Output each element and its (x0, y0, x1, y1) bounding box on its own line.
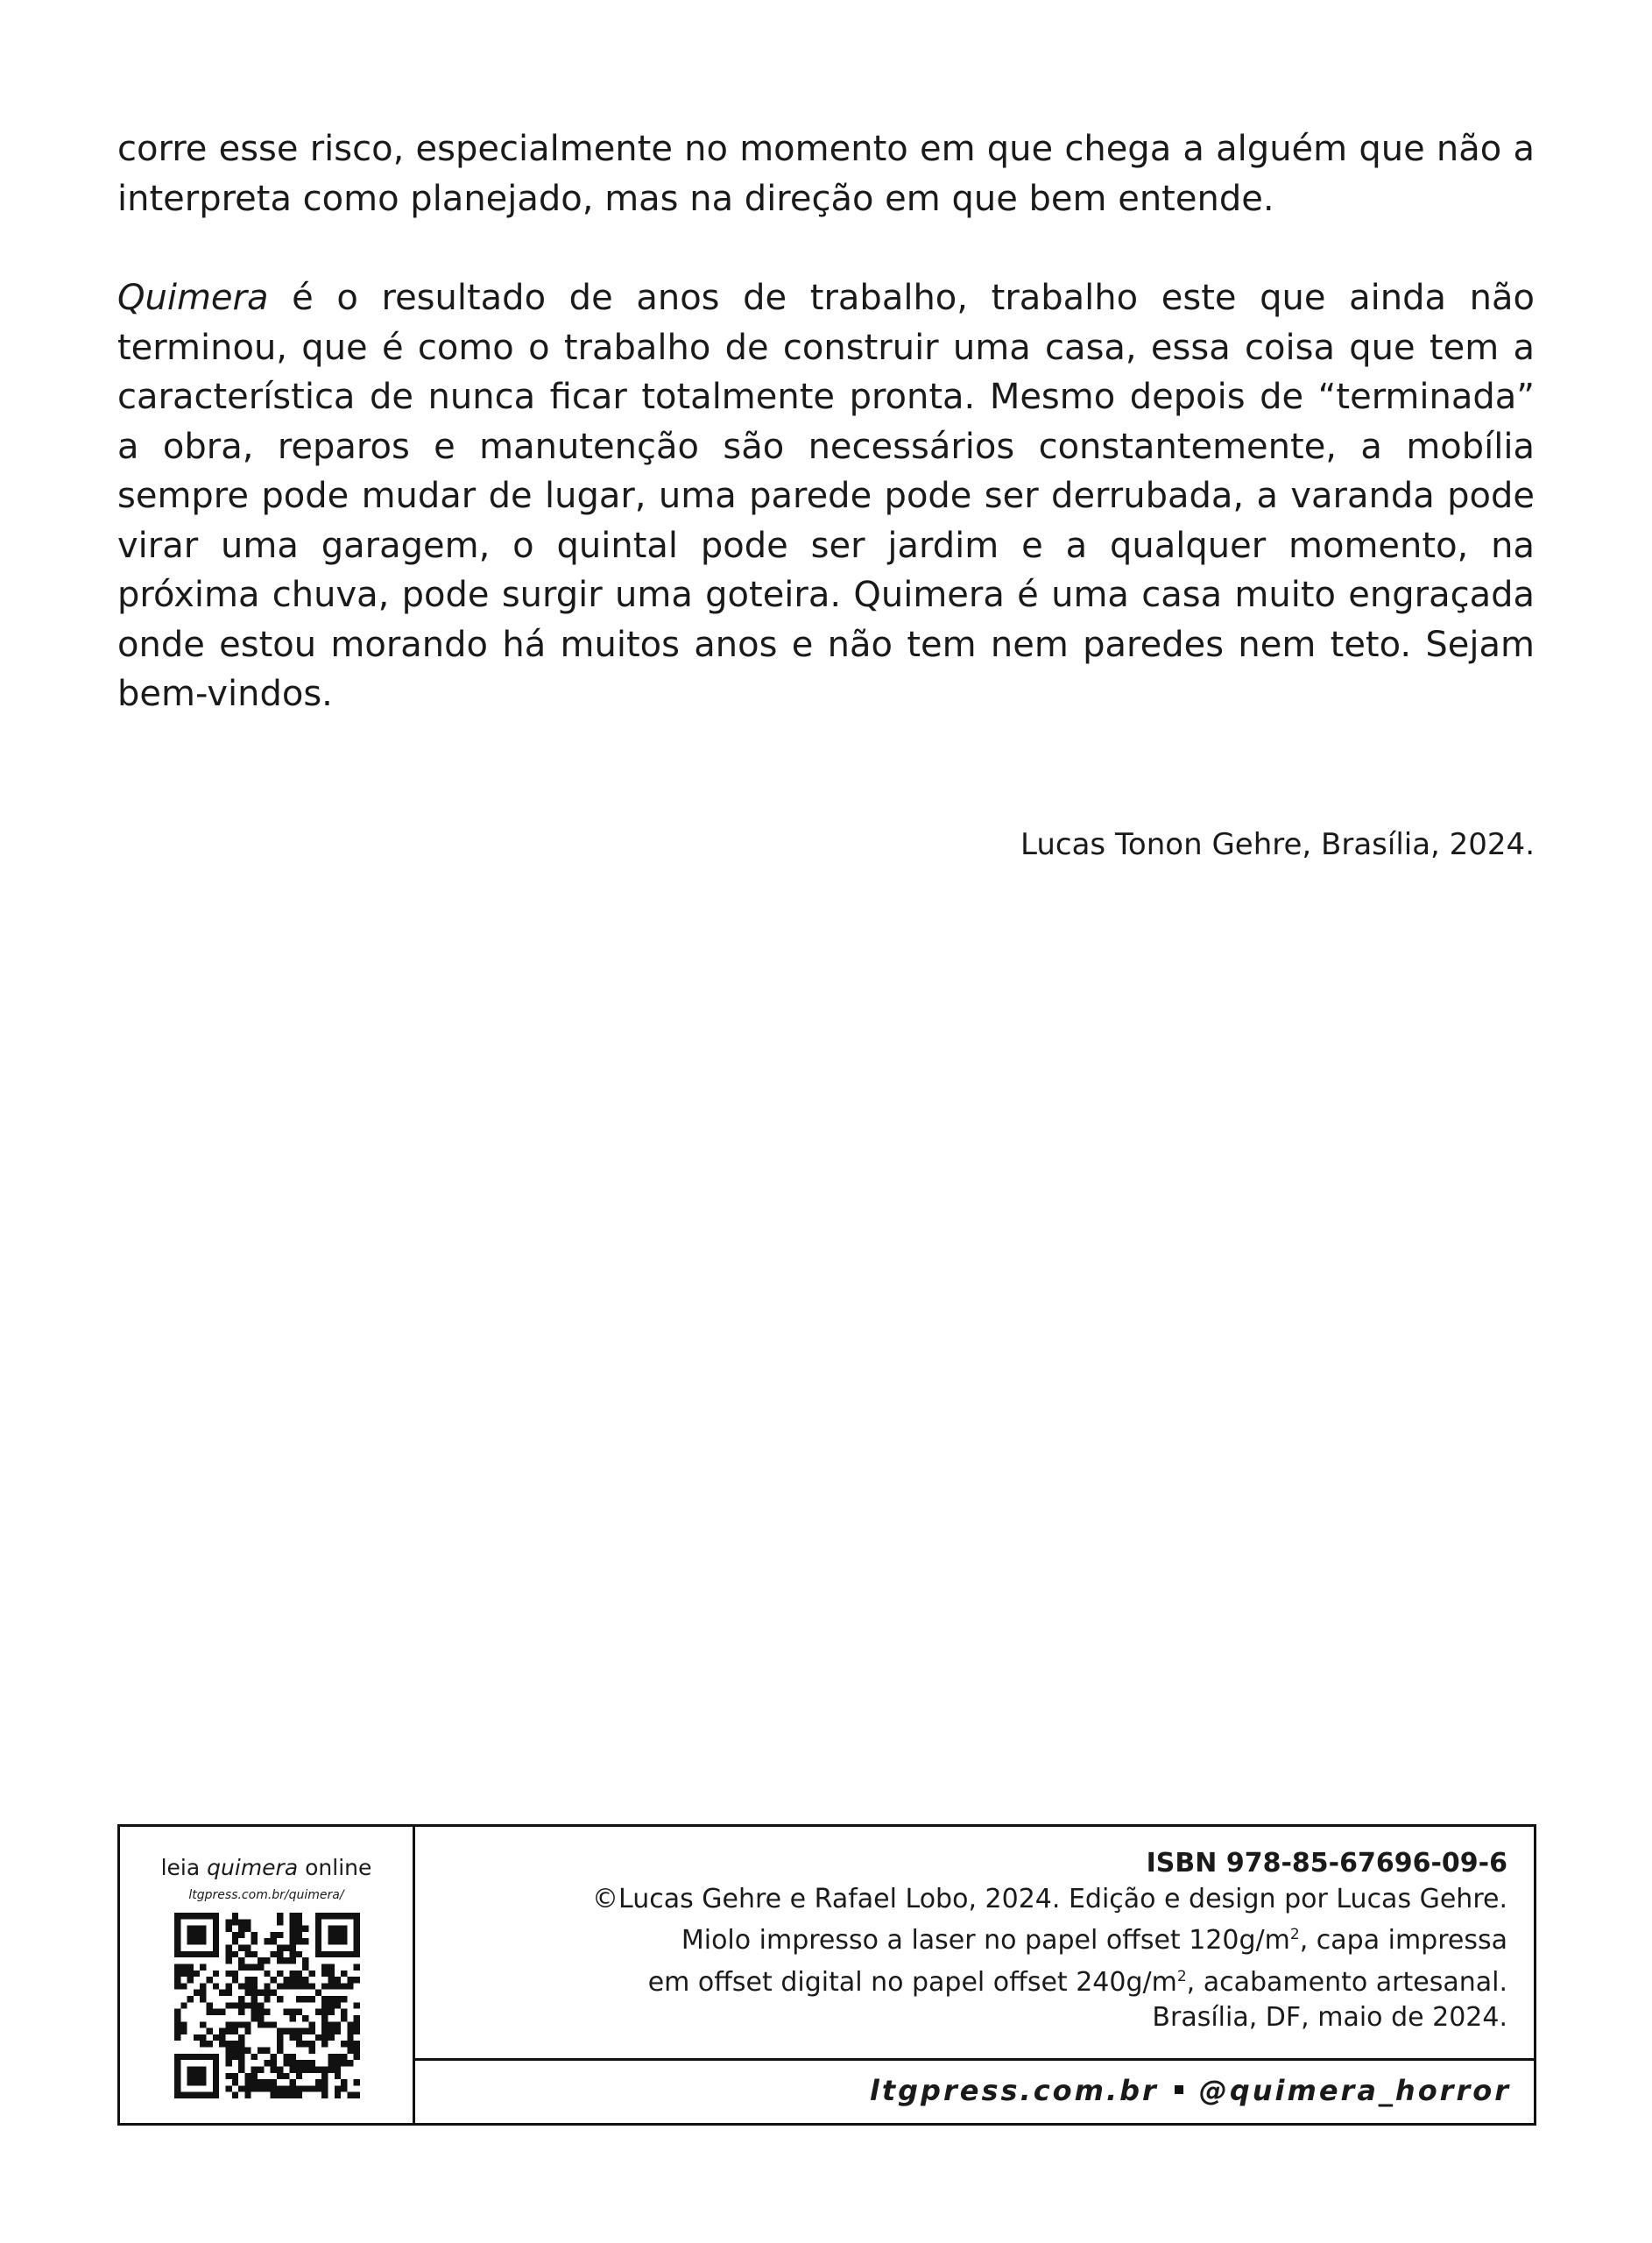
print-details-line-2: em offset digital no papel offset $240g/m^2$, acabamento artesanal. (647, 1966, 1507, 1998)
paragraph-2 (117, 273, 1535, 719)
bullet-separator (1175, 2085, 1183, 2094)
paragraph-1: corre esse risco, especialmente no momento em que chega a alguém que não a interpreta como planejado, mas na direção em que bem entende. (117, 129, 1535, 219)
footer-links (870, 2069, 1511, 2112)
qr-panel (120, 1827, 415, 2123)
read-online-label: leia quimera online (160, 1855, 372, 1880)
paragraph-2-text: é o resultado de anos de trabalho, trabalho este que ainda não terminou, que é como o trabalho de construir uma casa, essa coisa que tem a característica de nunca ficar totalmente pronta. Mesmo depois de “terminada” a obra, reparos e manutenção são necessários constantemente, a mobília sempre pode mudar de lugar, uma parede pode ser derrubada, a varanda pode virar uma garagem, o quintal pode ser jardim e a qualquer momento, na próxima chuva, pode surgir uma goteira. Quimera é uma casa muito engraçada onde estou morando há muitos anos e não tem nem paredes nem teto. Sejam bem-vindos. (117, 278, 1535, 714)
social-handle-link[interactable]: @quimera_horror (1198, 2074, 1511, 2107)
place-date: Brasília, DF, maio de 2024. (1152, 2002, 1507, 2033)
qr-code-icon[interactable] (174, 1913, 360, 2098)
colophon-box (117, 1824, 1536, 2126)
publication-info (592, 1846, 1507, 2036)
print-details-line-1: Miolo impresso a laser no papel offset $120g/m^2$, capa impressa (681, 1925, 1507, 1956)
publication-info-panel (415, 1827, 1534, 2123)
copyright-line: ©Lucas Gehre e Rafael Lobo, 2024. Edição e design por Lucas Gehre. (592, 1883, 1507, 1914)
isbn: ISBN 978-85-67696-09-6 (1146, 1848, 1507, 1879)
website-link[interactable]: ltgpress.com.br (869, 2074, 1159, 2107)
qr-url: ltgpress.com.br/quimera/ (188, 1888, 344, 1902)
body-text (117, 124, 1535, 719)
divider (415, 2058, 1534, 2061)
author-signature: Lucas Tonon Gehre, Brasília, 2024. (1020, 827, 1535, 862)
book-title: Quimera (117, 278, 269, 318)
